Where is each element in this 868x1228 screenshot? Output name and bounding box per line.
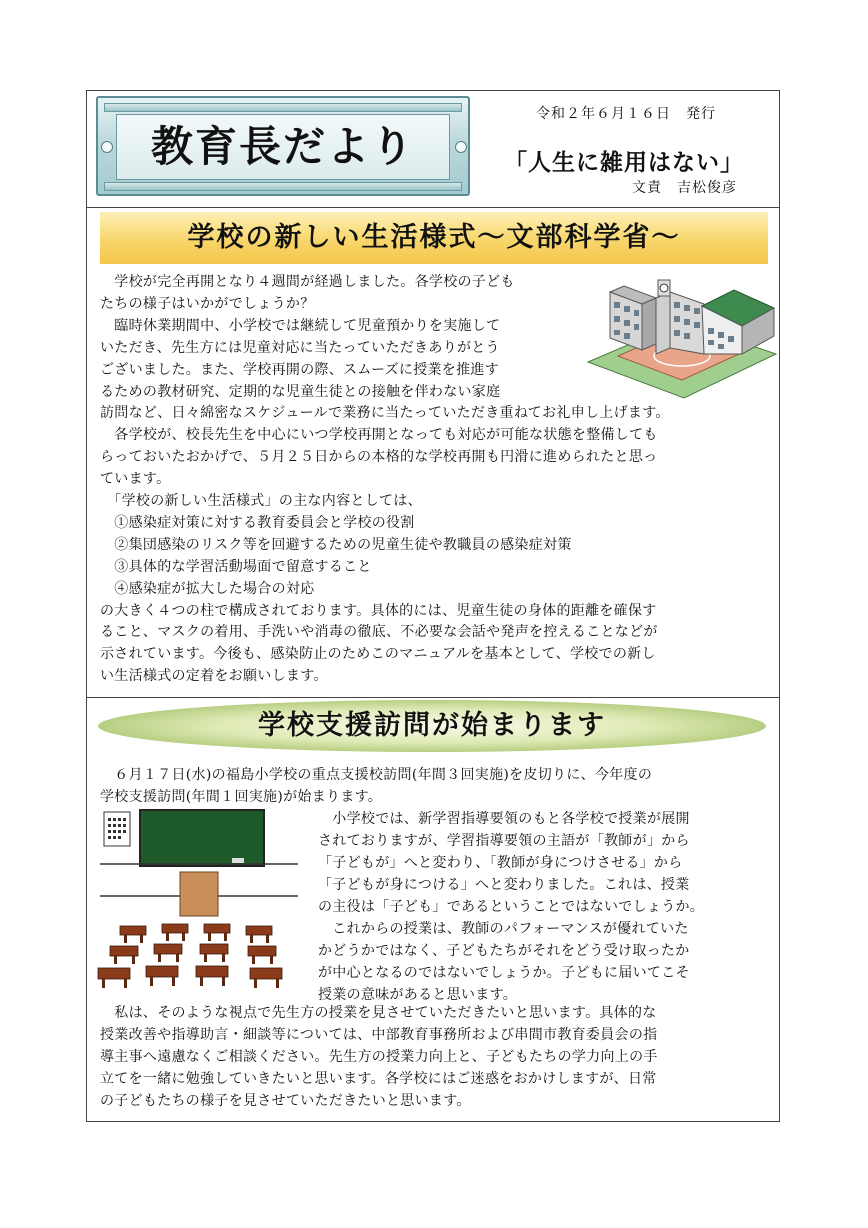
text-line: 授業の意味があると思います。 xyxy=(318,987,518,1003)
text-line: ６月１７日(水)の福島小学校の重点支援校訪問(年間３回実施)を皮切りに、今年度の xyxy=(100,767,653,783)
masthead-rail-bottom xyxy=(104,182,462,191)
text-line: の主役は「子ども」であるということではないでしょうか。 xyxy=(318,899,705,915)
text-line: 示されています。今後も、感染防止のためこのマニュアルを基本として、学校での新し xyxy=(100,646,656,663)
masthead-rail-top xyxy=(104,103,462,112)
text-line: たちの様子はいかがでしょうか？ xyxy=(100,295,315,312)
motto: 「人生に雑用はない」 xyxy=(504,150,744,176)
text-line: 「子どもが身につける」へと変わりました。これは、授業 xyxy=(318,877,690,893)
text-line: これからの授業は、教師のパフォーマンスが優れていた xyxy=(318,921,689,937)
text-line: されておりますが、学習指導要領の主語が「教師が」から xyxy=(318,833,690,849)
text-line: ②集団感染のリスク等を回避するための児童生徒や教職員の感染症対策 xyxy=(100,536,572,553)
divider-header xyxy=(87,207,779,208)
text-line: ③具体的な学習活動場面で留意すること xyxy=(100,558,372,575)
text-line: かどうかではなく、子どもたちがそれをどう受け取ったか xyxy=(318,943,690,959)
divider-section xyxy=(87,697,779,698)
text-line: 立てを一緒に勉強していきたいと思います。各学校にはご迷惑をおかけしますが、日常 xyxy=(100,1071,657,1087)
text-line: らっておいたおかげで、５月２５日からの本格的な学校再開も円滑に進められたと思っ xyxy=(100,449,658,466)
text-line: ています。 xyxy=(100,471,171,488)
text-line: 各学校が、校長先生を中心にいつ学校再開となっても対応が可能な状態を整備しても xyxy=(100,427,658,444)
text-line: 臨時休業期間中、小学校では継続して児童預かりを実施して xyxy=(100,317,501,334)
issue-date: 令和２年６月１６日 発行 xyxy=(536,106,716,122)
author: 文責 吉松俊彦 xyxy=(632,180,737,196)
text-line: 「学校の新しい生活様式」の主な内容としては、 xyxy=(100,493,422,509)
section2-banner xyxy=(98,700,766,752)
text-line: の子どもたちの様子を見させていただきたいと思います。 xyxy=(100,1093,471,1109)
text-line: ること、マスクの着用、手洗いや消毒の徹底、不必要な会話や発声を控えることなどが xyxy=(100,624,658,641)
classroom-icon xyxy=(92,806,318,992)
text-line: の大きく４つの柱で構成されております。具体的には、児童生徒の身体的距離を確保す xyxy=(100,602,657,619)
text-line: ④感染症が拡大した場合の対応 xyxy=(100,580,315,597)
text-line: るための教材研究、定期的な児童生徒との接触を伴わない家庭 xyxy=(100,383,501,400)
text-line: いただき、先生方には児童対応に当たっていただきありがとう xyxy=(100,339,500,356)
text-line: い生活様式の定着をお願いします。 xyxy=(100,668,328,685)
text-line: 「子どもが」へと変わり、「教師が身につけさせる」から xyxy=(318,855,683,871)
text-line: ①感染症対策に対する教育委員会と学校の役割 xyxy=(100,514,415,531)
text-line: ございました。また、学校再開の際、スムーズに授業を推進す xyxy=(100,361,499,378)
text-line: が中心となるのではないでしょうか。子どもに届いてこそ xyxy=(318,965,690,981)
text-line: 学校が完全再開となり４週間が経過しました。各学校の子ども xyxy=(100,274,515,290)
masthead-knob-right xyxy=(455,141,467,153)
section2-heading: 学校支援訪問が始まります xyxy=(258,710,606,741)
text-line: 導主事へ遠慮なくご相談ください。先生方の授業力向上と、子どもたちの学力向上の手 xyxy=(100,1049,658,1065)
school-building-icon xyxy=(584,270,780,402)
newsletter-title: 教育長だより xyxy=(150,122,415,171)
text-line: 小学校では、新学習指導要領のもと各学校で授業が展開 xyxy=(318,811,690,827)
section1-heading: 学校の新しい生活様式～文部科学省～ xyxy=(187,222,681,253)
text-line: 私は、そのような視点で先生方の授業を見させていただきたいと思います。具体的な xyxy=(100,1005,657,1021)
text-line: 授業改善や指導助言・細談等については、中部教育事務所および串間市教育委員会の指 xyxy=(100,1027,658,1043)
masthead-knob-left xyxy=(101,141,113,153)
text-line: 訪問など、日々綿密なスケジュールで業務に当たっていただき重ねてお礼申し上げます。 xyxy=(100,405,670,422)
section1-banner xyxy=(100,212,768,264)
text-line: 学校支援訪問(年間１回実施)が始まります。 xyxy=(100,789,383,805)
